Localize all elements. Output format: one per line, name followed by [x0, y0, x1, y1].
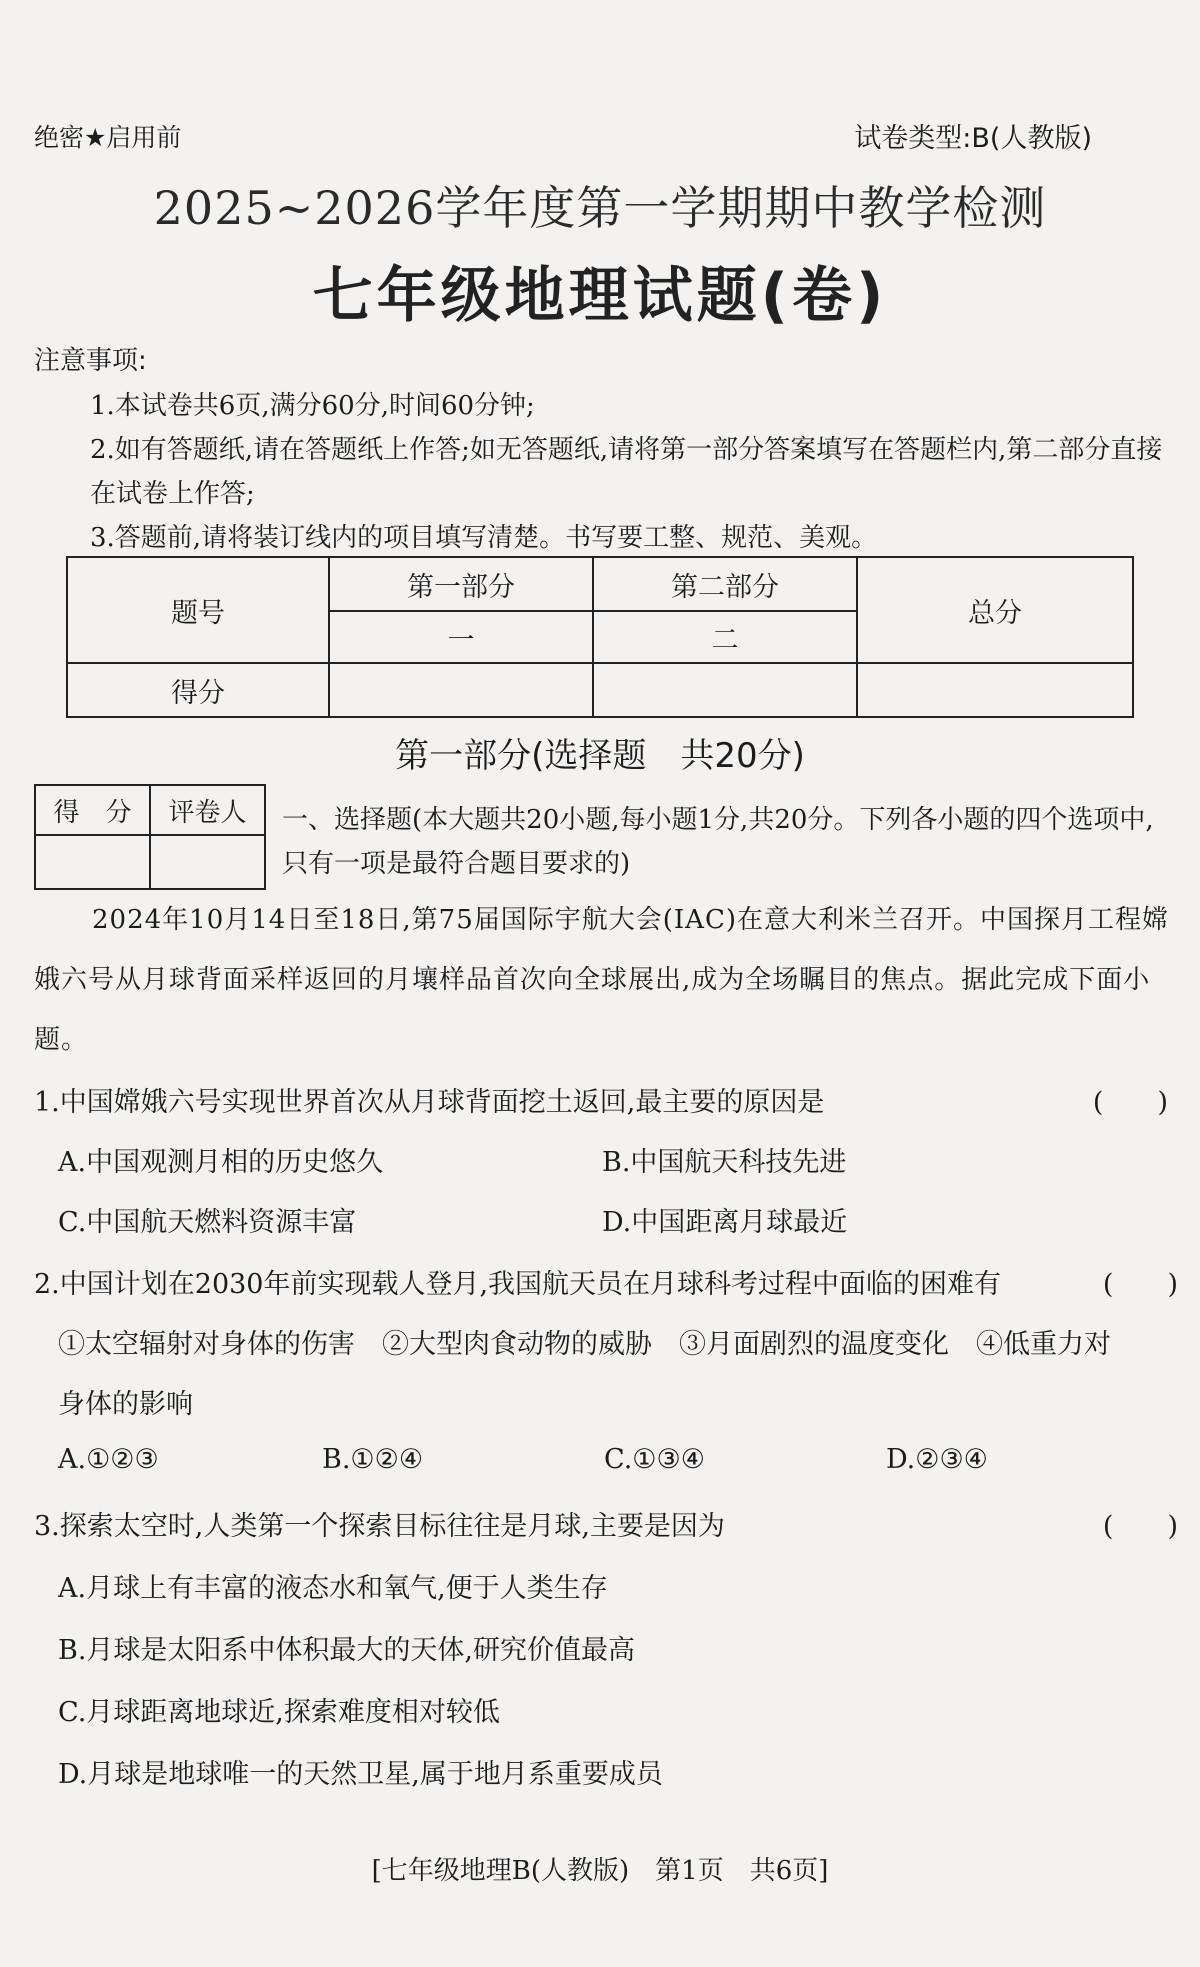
question-2-option-a[interactable]: A.①②③ [58, 1444, 159, 1475]
question-1-answer-blank[interactable]: ( ) [1092, 1087, 1168, 1118]
question-3-stem: 3.探索太空时,人类第一个探索目标往往是月球,主要是因为 [34, 1511, 725, 1542]
question-2-option-c[interactable]: C.①③④ [604, 1444, 705, 1475]
question-1-option-b[interactable]: B.中国航天科技先进 [602, 1147, 847, 1178]
grader-score-cell[interactable] [35, 835, 150, 889]
part1-title: 第一部分(选择题 共20分) [395, 736, 805, 776]
exam-subtitle: 七年级地理试题(卷) [312, 261, 888, 331]
grader-name-label: 评卷人 [150, 785, 265, 835]
confidential-label: 绝密★启用前 [34, 123, 182, 152]
part1-header: 第一部分 [329, 557, 593, 611]
grader-table [34, 784, 266, 890]
page-footer: [七年级地理B(人教版) 第1页 共6页] [371, 1856, 829, 1886]
question-3-option-c[interactable]: C.月球距离地球近,探索难度相对较低 [58, 1697, 500, 1728]
notice-item-2: 2.如有答题纸,请在答题纸上作答;如无答题纸,请将第一部分答案填写在答题栏内,第二部分直接在试卷上作答; [90, 435, 1163, 509]
paper-type-label: 试卷类型:B(人教版) [854, 123, 1092, 154]
question-3-option-b[interactable]: B.月球是太阳系中体积最大的天体,研究价值最高 [58, 1635, 636, 1666]
notice-item-1: 1.本试卷共6页,满分60分,时间60分钟; [90, 391, 535, 421]
notice-item-3: 3.答题前,请将装订线内的项目填写清楚。书写要工整、规范、美观。 [90, 523, 878, 553]
passage-text: 2024年10月14日至18日,第75届国际宇航大会(IAC)在意大利米兰召开。中国探月工程嫦娥六号从月球背面采样返回的月壤样品首次向全球展出,成为全场瞩目的焦点。据此完成下面小题。 [34, 905, 1169, 1055]
score-label: 得分 [67, 663, 329, 717]
notice-heading: 注意事项: [34, 346, 147, 376]
total-score-cell[interactable] [857, 663, 1133, 717]
question-3-option-d[interactable]: D.月球是地球唯一的天然卫星,属于地月系重要成员 [58, 1759, 663, 1790]
grader-name-cell[interactable] [150, 835, 265, 889]
question-3-answer-blank[interactable]: ( ) [1102, 1511, 1178, 1542]
question-1-option-c[interactable]: C.中国航天燃料资源丰富 [58, 1207, 357, 1238]
section-title: 一、选择题 [282, 805, 413, 835]
question-1-option-a[interactable]: A.中国观测月相的历史悠久 [58, 1147, 384, 1178]
part1-score-cell[interactable] [329, 663, 593, 717]
part1-number: 一 [329, 611, 593, 663]
grader-score-label: 得 分 [35, 785, 150, 835]
question-1-stem: 1.中国嫦娥六号实现世界首次从月球背面挖土返回,最主要的原因是 [34, 1087, 825, 1118]
question-2-items-continued: 身体的影响 [58, 1389, 193, 1420]
section-heading [282, 798, 1172, 886]
exam-title: 2025~2026学年度第一学期期中教学检测 [153, 181, 1047, 235]
question-1-option-d[interactable]: D.中国距离月球最近 [602, 1207, 848, 1238]
question-2-option-b[interactable]: B.①②④ [322, 1444, 424, 1475]
question-2-option-d[interactable]: D.②③④ [886, 1444, 988, 1475]
question-2-answer-blank[interactable]: ( ) [1102, 1269, 1178, 1300]
part2-header: 第二部分 [593, 557, 857, 611]
section-description: (本大题共20小题,每小题1分,共20分。下列各小题的四个选项中,只有一项是最符合题目要求的) [282, 805, 1154, 879]
part2-number: 二 [593, 611, 857, 663]
score-table [66, 556, 1134, 718]
question-3-option-a[interactable]: A.月球上有丰富的液态水和氧气,便于人类生存 [58, 1573, 608, 1604]
part2-score-cell[interactable] [593, 663, 857, 717]
question-2-stem: 2.中国计划在2030年前实现载人登月,我国航天员在月球科考过程中面临的困难有 [34, 1269, 1002, 1300]
question-2-items: ①太空辐射对身体的伤害 ②大型肉食动物的威胁 ③月面剧烈的温度变化 ④低重力对 [58, 1329, 1111, 1360]
question-number-label: 题号 [67, 557, 329, 663]
total-header: 总分 [857, 557, 1133, 663]
